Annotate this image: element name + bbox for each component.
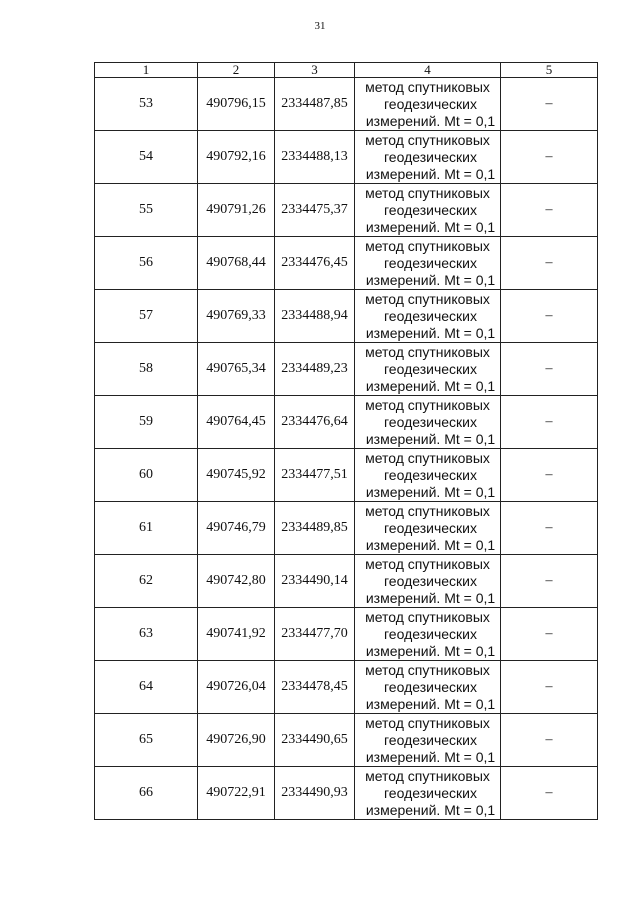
method-line: метод спутниковых xyxy=(365,131,490,148)
point-number-cell: 58 xyxy=(95,343,198,396)
table-row xyxy=(95,290,598,343)
y-coordinate-cell: 2334487,85 xyxy=(275,78,355,131)
point-number-cell: 57 xyxy=(95,290,198,343)
method-line: геодезических xyxy=(384,572,477,589)
y-coordinate-cell: 2334477,70 xyxy=(275,608,355,661)
x-coordinate-cell: 490796,15 xyxy=(198,78,275,131)
y-coordinate-cell: 2334489,85 xyxy=(275,502,355,555)
method-line: измерений. Mt = 0,1 xyxy=(365,536,496,553)
method-line: геодезических xyxy=(384,625,477,642)
note-cell: – xyxy=(501,78,598,131)
method-line: геодезических xyxy=(384,519,477,536)
y-coordinate-cell: 2334476,64 xyxy=(275,396,355,449)
method-line: измерений. Mt = 0,1 xyxy=(365,695,496,712)
method-line: геодезических xyxy=(384,254,477,271)
point-number-cell: 56 xyxy=(95,237,198,290)
method-line: геодезических xyxy=(384,784,477,801)
note-cell: – xyxy=(501,131,598,184)
y-coordinate-cell: 2334490,65 xyxy=(275,714,355,767)
method-line: геодезических xyxy=(384,201,477,218)
method-cell xyxy=(355,502,501,555)
method-line: измерений. Mt = 0,1 xyxy=(365,112,496,129)
method-cell xyxy=(355,767,501,820)
x-coordinate-cell: 490792,16 xyxy=(198,131,275,184)
column-header-3: 3 xyxy=(275,63,355,78)
method-cell xyxy=(355,449,501,502)
table-row xyxy=(95,184,598,237)
column-header-1: 1 xyxy=(95,63,198,78)
note-cell: – xyxy=(501,449,598,502)
table-row xyxy=(95,714,598,767)
method-cell xyxy=(355,608,501,661)
method-line: метод спутниковых xyxy=(365,555,490,572)
method-line: метод спутниковых xyxy=(365,608,490,625)
method-cell xyxy=(355,78,501,131)
table-row xyxy=(95,396,598,449)
method-line: измерений. Mt = 0,1 xyxy=(365,377,496,394)
x-coordinate-cell: 490765,34 xyxy=(198,343,275,396)
method-cell xyxy=(355,131,501,184)
y-coordinate-cell: 2334488,94 xyxy=(275,290,355,343)
method-line: измерений. Mt = 0,1 xyxy=(365,642,496,659)
x-coordinate-cell: 490764,45 xyxy=(198,396,275,449)
method-line: метод спутниковых xyxy=(365,714,490,731)
method-line: геодезических xyxy=(384,413,477,430)
x-coordinate-cell: 490745,92 xyxy=(198,449,275,502)
method-line: метод спутниковых xyxy=(365,502,490,519)
method-line: измерений. Mt = 0,1 xyxy=(365,748,496,765)
x-coordinate-cell: 490726,04 xyxy=(198,661,275,714)
point-number-cell: 65 xyxy=(95,714,198,767)
method-line: геодезических xyxy=(384,678,477,695)
table-body xyxy=(95,78,598,820)
method-line: метод спутниковых xyxy=(365,237,490,254)
method-line: измерений. Mt = 0,1 xyxy=(365,271,496,288)
method-line: метод спутниковых xyxy=(365,661,490,678)
method-cell xyxy=(355,396,501,449)
method-line: метод спутниковых xyxy=(365,449,490,466)
y-coordinate-cell: 2334477,51 xyxy=(275,449,355,502)
note-cell: – xyxy=(501,237,598,290)
x-coordinate-cell: 490791,26 xyxy=(198,184,275,237)
method-line: измерений. Mt = 0,1 xyxy=(365,218,496,235)
method-cell xyxy=(355,290,501,343)
table-row xyxy=(95,78,598,131)
column-header-4: 4 xyxy=(355,63,501,78)
point-number-cell: 64 xyxy=(95,661,198,714)
method-line: метод спутниковых xyxy=(365,78,490,95)
table-row xyxy=(95,608,598,661)
method-cell xyxy=(355,714,501,767)
point-number-cell: 61 xyxy=(95,502,198,555)
method-line: измерений. Mt = 0,1 xyxy=(365,589,496,606)
method-line: геодезических xyxy=(384,466,477,483)
method-line: геодезических xyxy=(384,360,477,377)
method-line: измерений. Mt = 0,1 xyxy=(365,165,496,182)
point-number-cell: 63 xyxy=(95,608,198,661)
note-cell: – xyxy=(501,184,598,237)
method-line: метод спутниковых xyxy=(365,343,490,360)
column-header-5: 5 xyxy=(501,63,598,78)
point-number-cell: 55 xyxy=(95,184,198,237)
point-number-cell: 54 xyxy=(95,131,198,184)
note-cell: – xyxy=(501,714,598,767)
column-header-2: 2 xyxy=(198,63,275,78)
method-cell xyxy=(355,237,501,290)
method-cell xyxy=(355,343,501,396)
method-line: геодезических xyxy=(384,307,477,324)
x-coordinate-cell: 490726,90 xyxy=(198,714,275,767)
y-coordinate-cell: 2334490,93 xyxy=(275,767,355,820)
x-coordinate-cell: 490742,80 xyxy=(198,555,275,608)
note-cell: – xyxy=(501,343,598,396)
x-coordinate-cell: 490741,92 xyxy=(198,608,275,661)
point-number-cell: 60 xyxy=(95,449,198,502)
y-coordinate-cell: 2334489,23 xyxy=(275,343,355,396)
y-coordinate-cell: 2334488,13 xyxy=(275,131,355,184)
x-coordinate-cell: 490746,79 xyxy=(198,502,275,555)
table-row xyxy=(95,131,598,184)
point-number-cell: 62 xyxy=(95,555,198,608)
note-cell: – xyxy=(501,608,598,661)
note-cell: – xyxy=(501,396,598,449)
note-cell: – xyxy=(501,661,598,714)
note-cell: – xyxy=(501,767,598,820)
method-line: метод спутниковых xyxy=(365,767,490,784)
method-line: метод спутниковых xyxy=(365,396,490,413)
method-line: метод спутниковых xyxy=(365,290,490,307)
note-cell: – xyxy=(501,290,598,343)
table-row xyxy=(95,449,598,502)
table-row xyxy=(95,767,598,820)
x-coordinate-cell: 490722,91 xyxy=(198,767,275,820)
method-line: геодезических xyxy=(384,148,477,165)
method-line: геодезических xyxy=(384,731,477,748)
point-number-cell: 66 xyxy=(95,767,198,820)
method-line: геодезических xyxy=(384,95,477,112)
method-line: измерений. Mt = 0,1 xyxy=(365,430,496,447)
page-number: 31 xyxy=(314,20,326,32)
x-coordinate-cell: 490768,44 xyxy=(198,237,275,290)
method-cell xyxy=(355,661,501,714)
table-row xyxy=(95,555,598,608)
note-cell: – xyxy=(501,555,598,608)
method-cell xyxy=(355,555,501,608)
y-coordinate-cell: 2334478,45 xyxy=(275,661,355,714)
point-number-cell: 59 xyxy=(95,396,198,449)
coordinates-table xyxy=(94,62,598,820)
y-coordinate-cell: 2334475,37 xyxy=(275,184,355,237)
note-cell: – xyxy=(501,502,598,555)
x-coordinate-cell: 490769,33 xyxy=(198,290,275,343)
method-line: измерений. Mt = 0,1 xyxy=(365,483,496,500)
method-line: метод спутниковых xyxy=(365,184,490,201)
method-line: измерений. Mt = 0,1 xyxy=(365,324,496,341)
table-row xyxy=(95,343,598,396)
y-coordinate-cell: 2334476,45 xyxy=(275,237,355,290)
method-cell xyxy=(355,184,501,237)
table-row xyxy=(95,661,598,714)
method-line: измерений. Mt = 0,1 xyxy=(365,801,496,818)
table-row xyxy=(95,502,598,555)
header-row xyxy=(95,63,598,78)
y-coordinate-cell: 2334490,14 xyxy=(275,555,355,608)
point-number-cell: 53 xyxy=(95,78,198,131)
table-row xyxy=(95,237,598,290)
